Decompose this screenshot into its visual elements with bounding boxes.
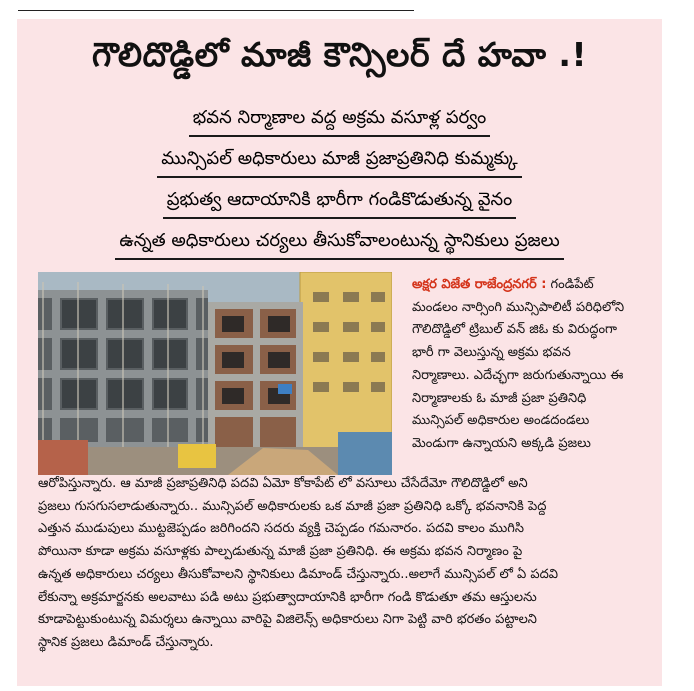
subheading-4: ఉన్నత అధికారులు చర్యలు తీసుకోవాలంటున్న స్థానికులు ప్రజలు [17,230,662,260]
story-line-3: గౌలిదొడ్డిలో ట్రిబుల్ వన్ జిఓ కు విరుద్ధంగా [412,322,618,338]
subheading-2: మున్సిపల్ అధికారులు మాజీ ప్రజాప్రతినిధి కుమ్మక్కు [17,148,662,178]
story-full-line-6: లేకున్నా అక్రమార్జనకు అలవాటు పడి అటు ప్రభుత్వాదాయానికి భారీగా గండి కొడుతూ తమ ఆస్తులను [38,589,537,605]
story-full-line-3: ఎత్తున ముడుపులు ముట్టజెప్పడం జరిగిందని సదరు వ్యక్తి చెప్పడం గమనారం. పదవి కాలం ముగిసి [38,521,524,537]
story-full-line-5: ఉన్నత అధికారులు చర్యలు తీసుకోవాలని స్థానికులు డిమాండ్ చేస్తున్నారు..అలాగే మున్సిపల్ లో ఏ పదవి [38,566,559,582]
story-line-2: మండలం నార్సింగి మున్సిపాలిటీ పరిధిలోని [412,299,625,315]
article-panel [17,19,662,686]
subheading-1: భవన నిర్మాణాల వద్ద అక్రమ వసూళ్ల పర్వం [17,107,662,137]
story-full-line-4: పోయినా కూడా అక్రమ వసూళ్లకు పాల్పడుతున్న మాజీ ప్రజా ప్రతినిధి. ఈ అక్రమ భవన నిర్మాణం పై [38,544,523,560]
story-column [412,274,657,456]
story-line-5: నిర్మాణాలు. ఎదేచ్ఛగా జరుగుతున్నాయి ఈ [412,367,624,383]
story-full-line-2: ప్రజలు గుసగుసలాడుతున్నారు.. మున్సిపల్ అధికారులకు ఒక మాజీ ప్రజా ప్రతినిధి ఒక్కో భవనానికి పెద్ద [38,498,547,514]
building-construction-image [38,272,392,475]
story-line-7: మున్సిపల్ అధికారుల అండదండలు [412,413,590,429]
story-full-line-1: ఆరోపిస్తున్నారు. ఆ మాజీ ప్రజాప్రతినిధి పదవి ఏమో కోకాపేట్ లో వసూలు చేసేదేమో గౌలిదొడ్డిలో అని [38,476,528,491]
story-line-6: నిర్మాణాలకు ఓ మాజీ ప్రజా ప్రతినిధి [412,390,587,406]
top-rule [18,10,414,11]
building-photo [38,272,392,475]
subheading-3: ప్రభుత్వ ఆదాయానికి భారీగా గండికొడుతున్న వైనం [17,189,662,219]
story-line-8: మెండుగా ఉన్నాయని అక్కడి ప్రజలు [412,435,591,451]
story-line-4: భారీ గా వెలుస్తున్న అక్రమ భవన [412,345,571,361]
story-full-width [38,473,658,655]
byline: అక్షర విజేత రాజేంద్రనగర్ : [412,277,547,292]
story-line-1: అక్షర విజేత రాజేంద్రనగర్ : గండిపేట్ [412,277,594,292]
headline: గౌలిదొడ్డిలో మాజీ కౌన్సిలర్ దే హవా .! [91,35,588,74]
story-full-line-7: కూడాపెట్టుకుంటున్న విమర్శలు ఉన్నాయి వారిపై విజిలెన్స్ అధికారులు నిగా పెట్టి వారి భరతం పట్టాలని [38,612,537,628]
story-full-line-8: స్థానిక ప్రజలు డిమాండ్ చేస్తున్నారు. [38,634,214,650]
